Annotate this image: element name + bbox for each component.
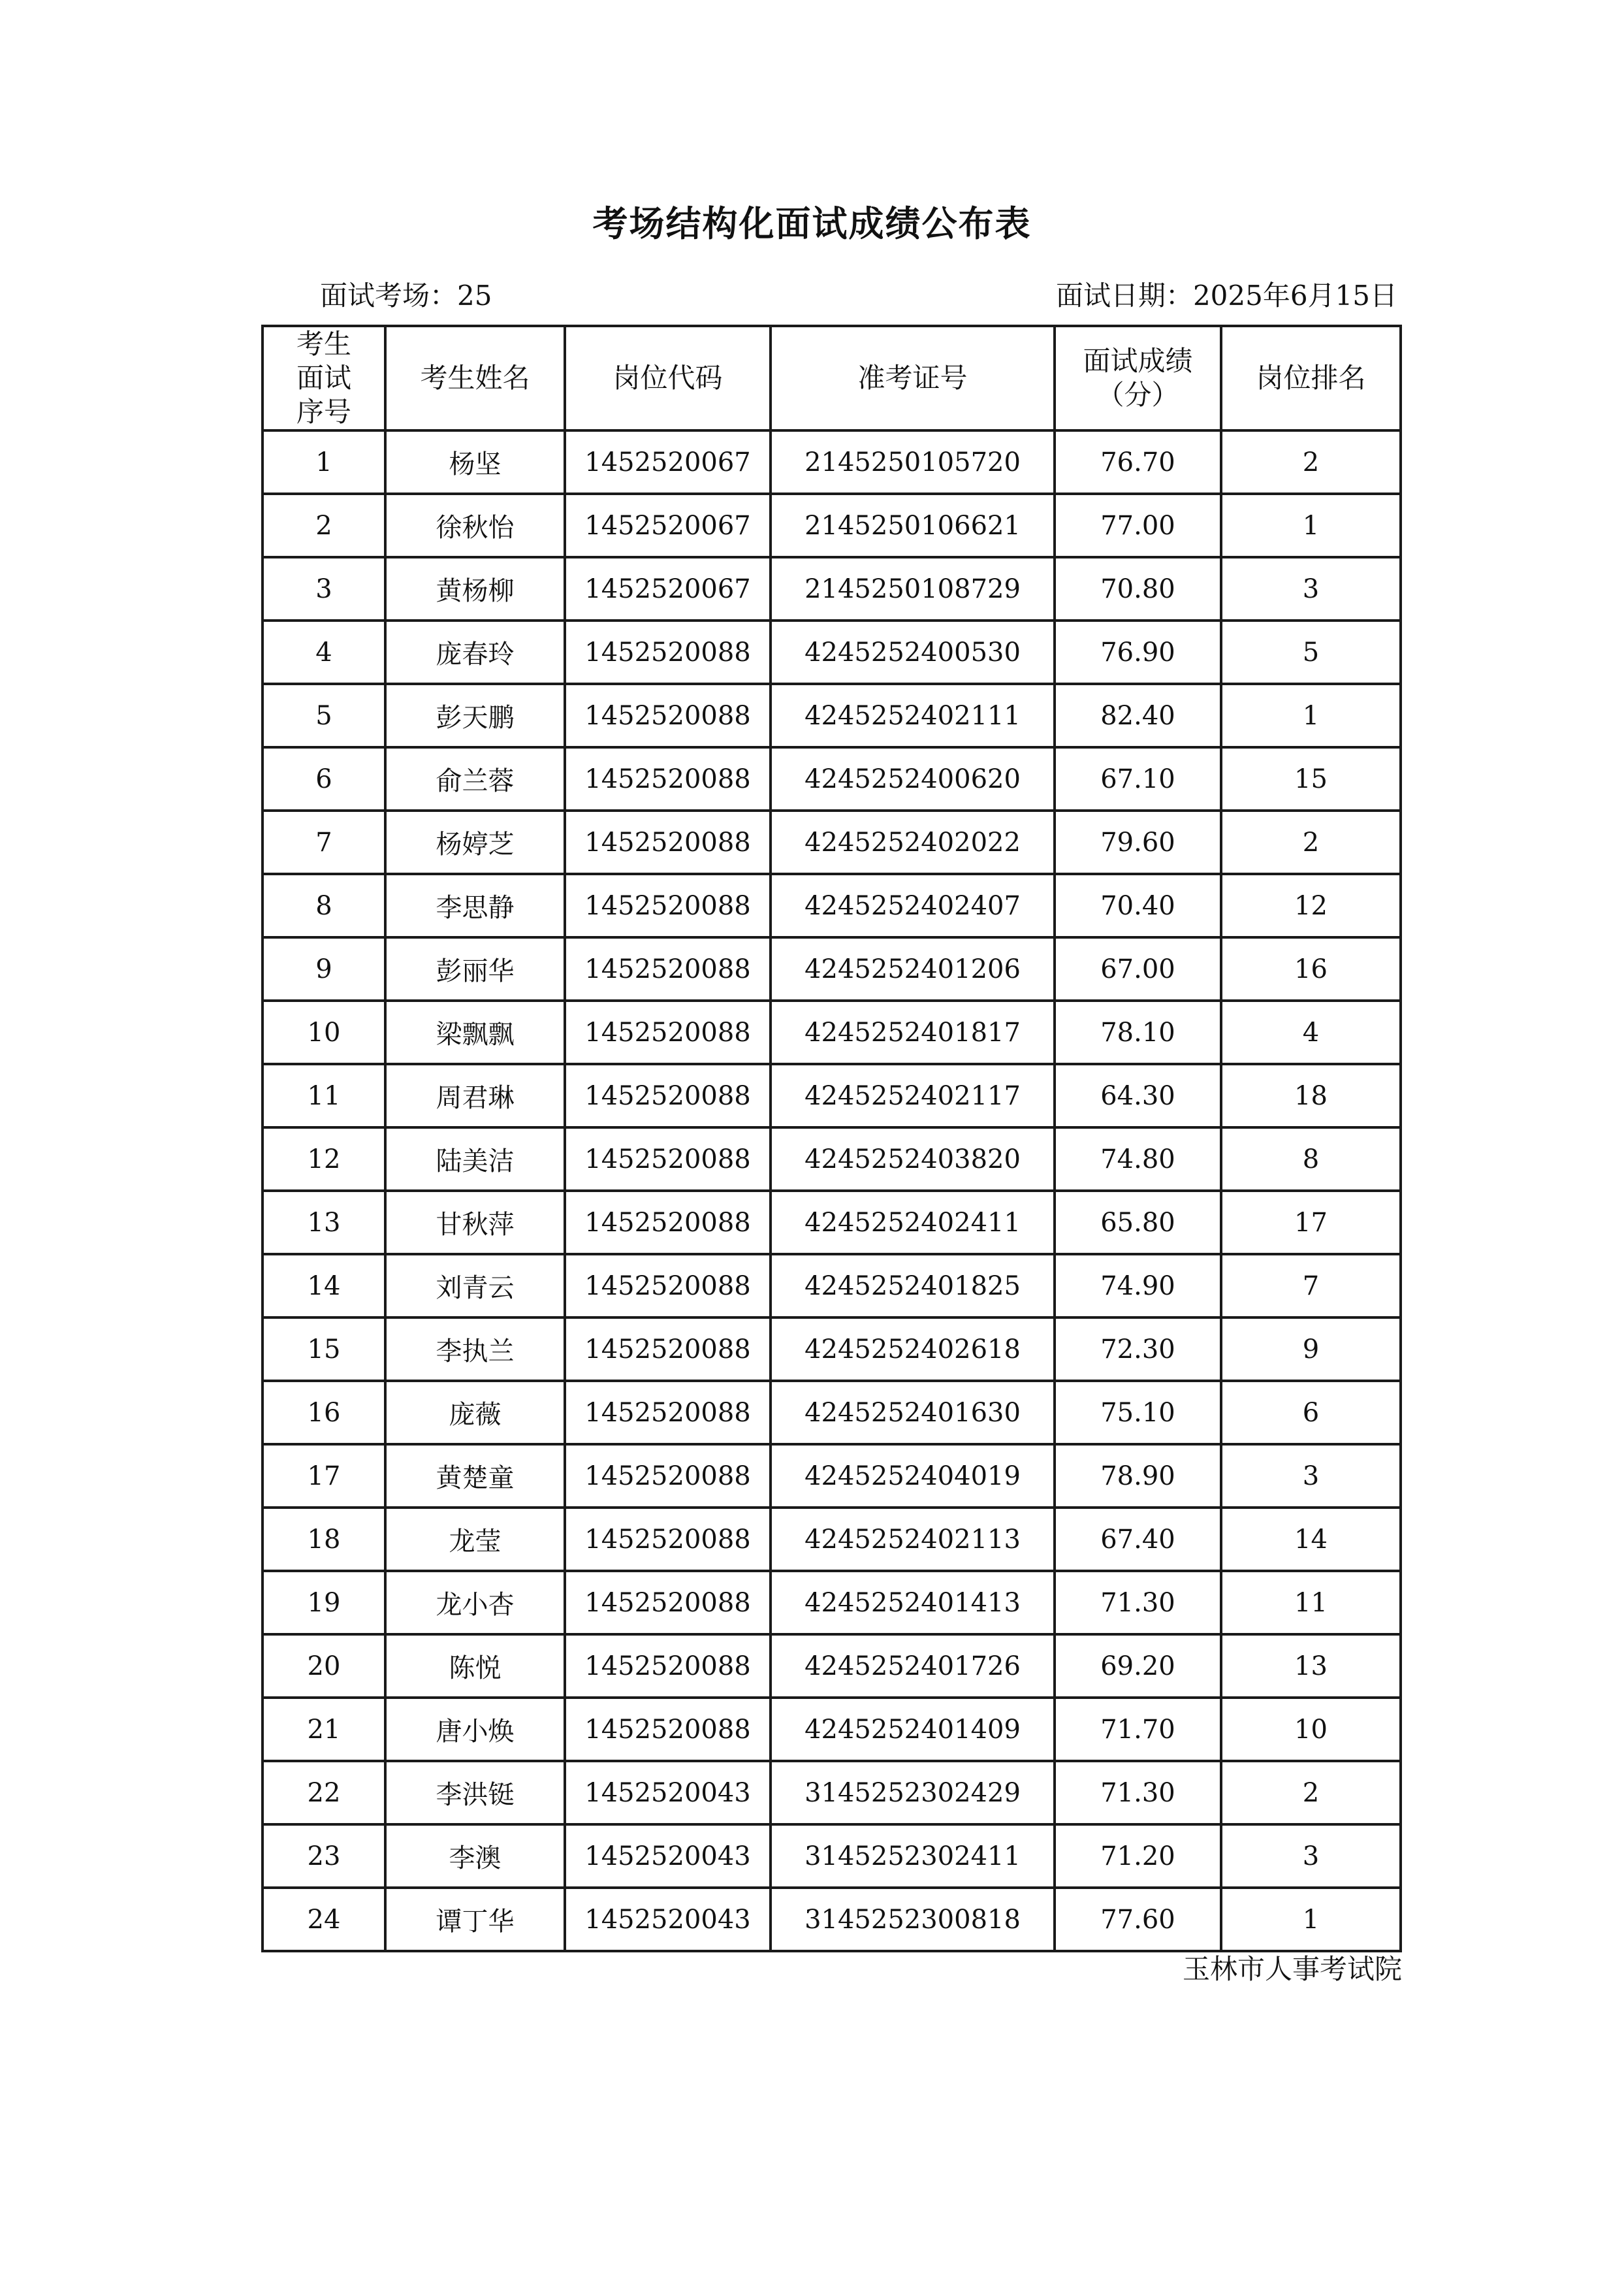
cell-score: 82.40 (1055, 684, 1221, 747)
cell-sequence: 15 (263, 1317, 385, 1381)
cell-score: 69.20 (1055, 1634, 1221, 1698)
table-row (263, 1444, 1401, 1508)
table-row (263, 747, 1401, 811)
cell-position-code: 1452520043 (565, 1888, 771, 1951)
cell-name: 梁飘飘 (385, 1001, 565, 1064)
cell-admission-number: 4245252404019 (771, 1444, 1055, 1508)
cell-sequence: 8 (263, 874, 385, 937)
cell-score: 67.10 (1055, 747, 1221, 811)
table-row (263, 1824, 1401, 1888)
cell-position-code: 1452520043 (565, 1824, 771, 1888)
header-position-rank: 岗位排名 (1221, 326, 1401, 430)
cell-name: 李思静 (385, 874, 565, 937)
table-body (263, 430, 1401, 1951)
cell-admission-number: 4245252402117 (771, 1064, 1055, 1127)
cell-rank: 16 (1221, 937, 1401, 1001)
cell-position-code: 1452520088 (565, 1698, 771, 1761)
cell-name: 徐秋怡 (385, 494, 565, 557)
cell-admission-number: 4245252401206 (771, 937, 1055, 1001)
cell-sequence: 11 (263, 1064, 385, 1127)
cell-sequence: 13 (263, 1191, 385, 1254)
cell-score: 71.20 (1055, 1824, 1221, 1888)
cell-admission-number: 3145252302429 (771, 1761, 1055, 1824)
cell-admission-number: 4245252402022 (771, 811, 1055, 874)
cell-rank: 2 (1221, 430, 1401, 494)
cell-score: 71.70 (1055, 1698, 1221, 1761)
table-row (263, 1191, 1401, 1254)
cell-rank: 7 (1221, 1254, 1401, 1317)
cell-score: 78.90 (1055, 1444, 1221, 1508)
cell-admission-number: 4245252401825 (771, 1254, 1055, 1317)
table-row (263, 1698, 1401, 1761)
cell-admission-number: 4245252401409 (771, 1698, 1055, 1761)
cell-position-code: 1452520088 (565, 1254, 771, 1317)
cell-score: 78.10 (1055, 1001, 1221, 1064)
cell-sequence: 7 (263, 811, 385, 874)
cell-score: 71.30 (1055, 1571, 1221, 1634)
cell-score: 71.30 (1055, 1761, 1221, 1824)
cell-rank: 2 (1221, 811, 1401, 874)
cell-admission-number: 4245252401726 (771, 1634, 1055, 1698)
cell-name: 杨婷芝 (385, 811, 565, 874)
cell-position-code: 1452520067 (565, 557, 771, 621)
cell-admission-number: 4245252400530 (771, 621, 1055, 684)
cell-rank: 4 (1221, 1001, 1401, 1064)
header-interview-score: 面试成绩（分） (1055, 326, 1221, 430)
cell-rank: 3 (1221, 1824, 1401, 1888)
cell-position-code: 1452520088 (565, 1127, 771, 1191)
exam-date-label: 面试日期：2025年6月15日 (1055, 280, 1397, 312)
cell-name: 刘青云 (385, 1254, 565, 1317)
cell-name: 李洪铤 (385, 1761, 565, 1824)
cell-name: 唐小焕 (385, 1698, 565, 1761)
cell-score: 79.60 (1055, 811, 1221, 874)
cell-name: 龙小杏 (385, 1571, 565, 1634)
cell-rank: 8 (1221, 1127, 1401, 1191)
cell-sequence: 23 (263, 1824, 385, 1888)
cell-name: 龙莹 (385, 1508, 565, 1571)
cell-sequence: 17 (263, 1444, 385, 1508)
cell-position-code: 1452520088 (565, 1444, 771, 1508)
cell-sequence: 18 (263, 1508, 385, 1571)
cell-sequence: 16 (263, 1381, 385, 1444)
cell-sequence: 21 (263, 1698, 385, 1761)
cell-rank: 3 (1221, 557, 1401, 621)
cell-admission-number: 4245252401817 (771, 1001, 1055, 1064)
table-row (263, 1571, 1401, 1634)
table-row (263, 1127, 1401, 1191)
cell-name: 谭丁华 (385, 1888, 565, 1951)
table-row (263, 1317, 1401, 1381)
cell-position-code: 1452520088 (565, 621, 771, 684)
cell-position-code: 1452520088 (565, 1571, 771, 1634)
cell-admission-number: 4245252401630 (771, 1381, 1055, 1444)
cell-rank: 3 (1221, 1444, 1401, 1508)
cell-admission-number: 2145250108729 (771, 557, 1055, 621)
cell-sequence: 6 (263, 747, 385, 811)
cell-score: 74.80 (1055, 1127, 1221, 1191)
table-row (263, 1064, 1401, 1127)
table-row (263, 494, 1401, 557)
table-row (263, 1508, 1401, 1571)
cell-score: 74.90 (1055, 1254, 1221, 1317)
cell-score: 65.80 (1055, 1191, 1221, 1254)
cell-name: 周君琳 (385, 1064, 565, 1127)
header-admission-number: 准考证号 (771, 326, 1055, 430)
cell-admission-number: 4245252402411 (771, 1191, 1055, 1254)
cell-rank: 18 (1221, 1064, 1401, 1127)
cell-score: 64.30 (1055, 1064, 1221, 1127)
cell-position-code: 1452520088 (565, 1381, 771, 1444)
cell-sequence: 12 (263, 1127, 385, 1191)
table-row (263, 430, 1401, 494)
cell-position-code: 1452520088 (565, 747, 771, 811)
cell-position-code: 1452520088 (565, 1508, 771, 1571)
cell-rank: 10 (1221, 1698, 1401, 1761)
header-position-code: 岗位代码 (565, 326, 771, 430)
cell-score: 75.10 (1055, 1381, 1221, 1444)
header-name: 考生姓名 (385, 326, 565, 430)
cell-admission-number: 2145250106621 (771, 494, 1055, 557)
cell-name: 彭丽华 (385, 937, 565, 1001)
cell-rank: 17 (1221, 1191, 1401, 1254)
cell-rank: 2 (1221, 1761, 1401, 1824)
cell-score: 67.00 (1055, 937, 1221, 1001)
cell-score: 76.90 (1055, 621, 1221, 684)
cell-sequence: 24 (263, 1888, 385, 1951)
cell-name: 黄杨柳 (385, 557, 565, 621)
cell-name: 黄楚童 (385, 1444, 565, 1508)
cell-position-code: 1452520088 (565, 1634, 771, 1698)
cell-position-code: 1452520067 (565, 430, 771, 494)
cell-admission-number: 4245252402407 (771, 874, 1055, 937)
cell-sequence: 14 (263, 1254, 385, 1317)
table-row (263, 621, 1401, 684)
cell-score: 77.60 (1055, 1888, 1221, 1951)
cell-sequence: 3 (263, 557, 385, 621)
table-row (263, 1381, 1401, 1444)
cell-position-code: 1452520088 (565, 937, 771, 1001)
table-row (263, 1001, 1401, 1064)
cell-score: 77.00 (1055, 494, 1221, 557)
header-row (263, 326, 1401, 430)
cell-score: 70.80 (1055, 557, 1221, 621)
cell-name: 杨坚 (385, 430, 565, 494)
scores-table (261, 325, 1402, 1952)
cell-rank: 13 (1221, 1634, 1401, 1698)
cell-score: 70.40 (1055, 874, 1221, 937)
cell-rank: 5 (1221, 621, 1401, 684)
cell-admission-number: 4245252400620 (771, 747, 1055, 811)
cell-rank: 12 (1221, 874, 1401, 937)
cell-sequence: 9 (263, 937, 385, 1001)
cell-name: 李澳 (385, 1824, 565, 1888)
cell-rank: 11 (1221, 1571, 1401, 1634)
cell-position-code: 1452520088 (565, 684, 771, 747)
cell-rank: 1 (1221, 494, 1401, 557)
cell-sequence: 1 (263, 430, 385, 494)
document-title: 考场结构化面试成绩公布表 (592, 202, 1032, 244)
cell-rank: 15 (1221, 747, 1401, 811)
cell-sequence: 20 (263, 1634, 385, 1698)
cell-name: 庞春玲 (385, 621, 565, 684)
cell-score: 67.40 (1055, 1508, 1221, 1571)
cell-sequence: 22 (263, 1761, 385, 1824)
cell-admission-number: 3145252300818 (771, 1888, 1055, 1951)
cell-name: 陆美洁 (385, 1127, 565, 1191)
table-row (263, 684, 1401, 747)
cell-admission-number: 4245252402111 (771, 684, 1055, 747)
cell-position-code: 1452520067 (565, 494, 771, 557)
table-row (263, 1888, 1401, 1951)
cell-sequence: 10 (263, 1001, 385, 1064)
cell-position-code: 1452520088 (565, 874, 771, 937)
cell-sequence: 2 (263, 494, 385, 557)
cell-admission-number: 4245252401413 (771, 1571, 1055, 1634)
cell-admission-number: 2145250105720 (771, 430, 1055, 494)
header-sequence: 考生面试序号 (263, 326, 385, 430)
cell-position-code: 1452520088 (565, 1001, 771, 1064)
cell-name: 李执兰 (385, 1317, 565, 1381)
cell-rank: 1 (1221, 684, 1401, 747)
cell-admission-number: 4245252402113 (771, 1508, 1055, 1571)
exam-room-label: 面试考场：25 (320, 280, 492, 312)
cell-rank: 14 (1221, 1508, 1401, 1571)
table-row (263, 874, 1401, 937)
cell-sequence: 5 (263, 684, 385, 747)
cell-rank: 6 (1221, 1381, 1401, 1444)
table-row (263, 557, 1401, 621)
cell-name: 俞兰蓉 (385, 747, 565, 811)
cell-name: 庞薇 (385, 1381, 565, 1444)
cell-sequence: 19 (263, 1571, 385, 1634)
table-row (263, 1761, 1401, 1824)
cell-name: 陈悦 (385, 1634, 565, 1698)
cell-position-code: 1452520088 (565, 1317, 771, 1381)
cell-position-code: 1452520043 (565, 1761, 771, 1824)
cell-position-code: 1452520088 (565, 1191, 771, 1254)
cell-sequence: 4 (263, 621, 385, 684)
cell-rank: 9 (1221, 1317, 1401, 1381)
cell-name: 彭天鹏 (385, 684, 565, 747)
issuer-label: 玉林市人事考试院 (1182, 1953, 1402, 1985)
cell-name: 甘秋萍 (385, 1191, 565, 1254)
cell-position-code: 1452520088 (565, 1064, 771, 1127)
cell-score: 76.70 (1055, 430, 1221, 494)
table-row (263, 937, 1401, 1001)
cell-admission-number: 4245252402618 (771, 1317, 1055, 1381)
cell-position-code: 1452520088 (565, 811, 771, 874)
cell-admission-number: 4245252403820 (771, 1127, 1055, 1191)
table-row (263, 811, 1401, 874)
cell-rank: 1 (1221, 1888, 1401, 1951)
table-row (263, 1634, 1401, 1698)
cell-admission-number: 3145252302411 (771, 1824, 1055, 1888)
table-row (263, 1254, 1401, 1317)
cell-score: 72.30 (1055, 1317, 1221, 1381)
